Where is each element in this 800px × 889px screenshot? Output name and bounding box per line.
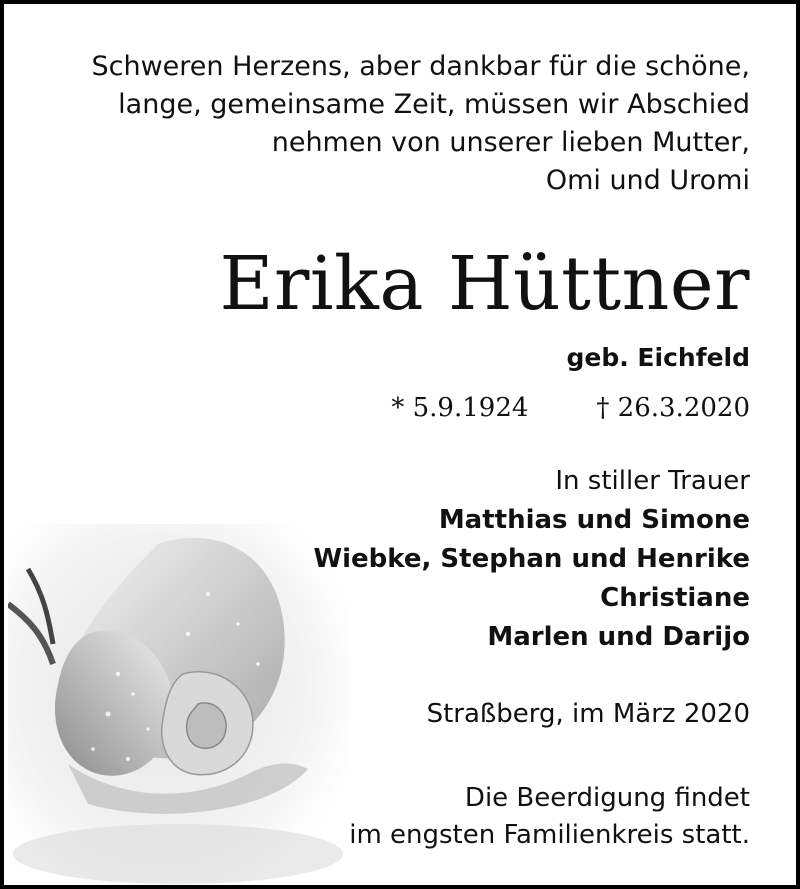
intro-line: Omi und Uromi: [545, 165, 750, 196]
mourner-name: Marlen und Darijo: [487, 622, 750, 652]
place-date: Straßberg, im März 2020: [426, 699, 750, 729]
birth-date: * 5.9.1924: [391, 393, 529, 423]
intro-line: Schweren Herzens, aber dankbar für die schöne,: [91, 51, 750, 82]
birth-name: geb. Eichfeld: [566, 343, 750, 372]
funeral-line: im engsten Familienkreis statt.: [349, 820, 750, 850]
mourner-name: Christiane: [600, 583, 750, 613]
funeral-line: Die Beerdigung findet: [464, 783, 750, 813]
mourning-block: [44, 462, 750, 657]
intro-line: lange, gemeinsame Zeit, müssen wir Abschied: [118, 89, 750, 120]
intro-line: nehmen von unserer lieben Mutter,: [271, 127, 750, 158]
mourner-name: Wiebke, Stephan und Henrike: [313, 544, 750, 574]
mourning-heading: In stiller Trauer: [555, 466, 750, 496]
death-date: † 26.3.2020: [596, 393, 750, 423]
deceased-name: Erika Hüttner: [219, 241, 750, 327]
mourner-name: Matthias und Simone: [438, 505, 750, 535]
funeral-note: [44, 780, 750, 854]
life-dates: [44, 390, 750, 426]
intro-text: [44, 48, 750, 200]
